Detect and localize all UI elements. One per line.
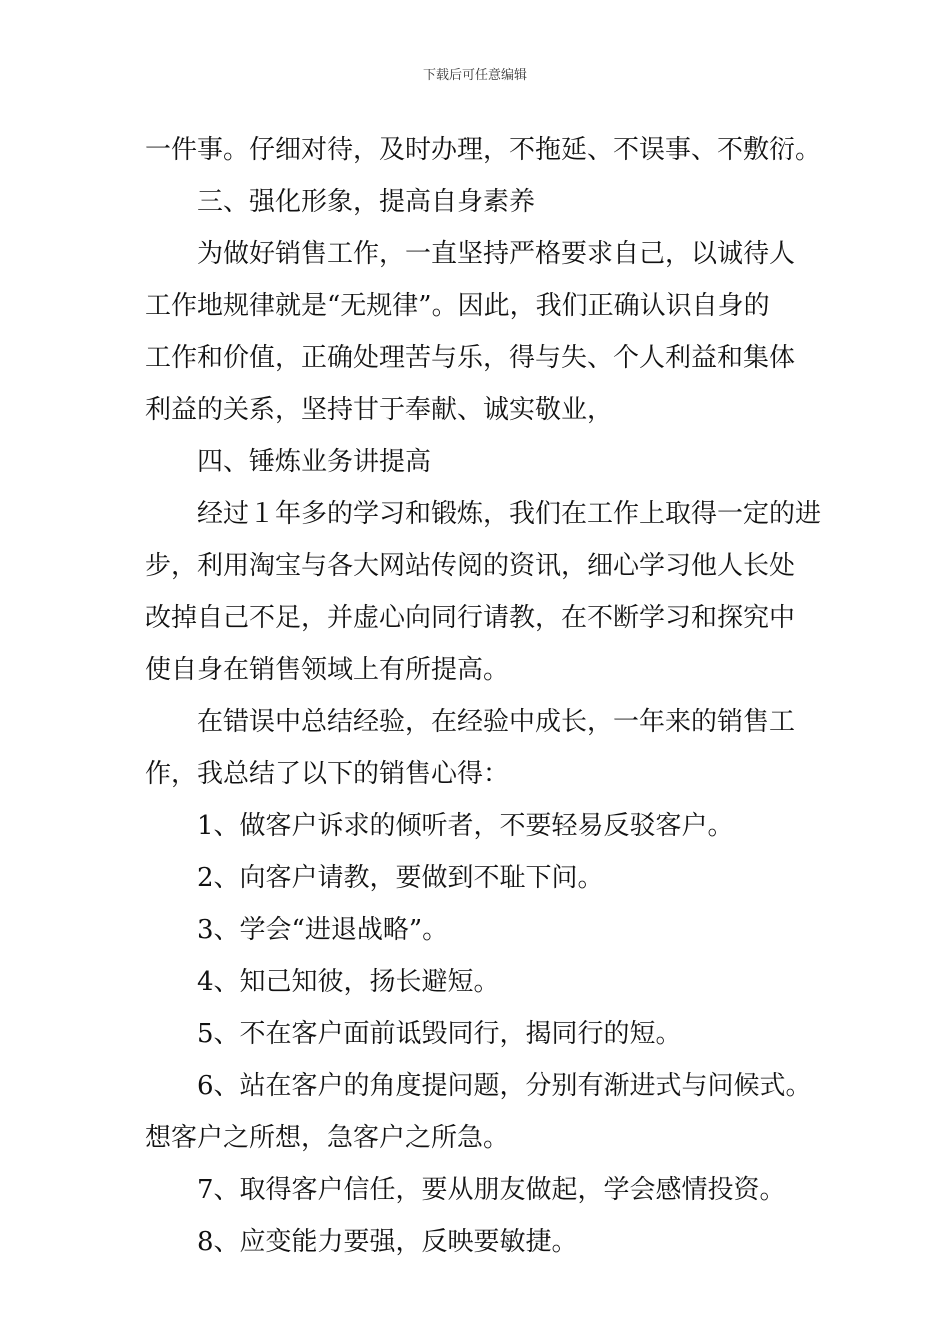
list-item-continuation: 想客户之所想，急客户之所急。 [145,1123,510,1153]
list-item: 2、向客户请教，要做到不耻下问。 [197,863,604,893]
list-item: 6、站在客户的角度提问题，分别有渐进式与问候式。 [197,1071,812,1101]
paragraph-line: 步，利用淘宝与各大网站传阅的资讯，细心学习他人长处 [145,551,796,581]
section-heading: 四、锤炼业务讲提高 [197,447,432,477]
list-item: 8、应变能力要强，反映要敏捷。 [197,1227,578,1257]
list-item: 4、知己知彼，扬长避短。 [197,967,500,997]
list-item: 1、做客户诉求的倾听者，不要轻易反驳客户。 [197,811,734,841]
paragraph-line: 改掉自己不足，并虚心向同行请教，在不断学习和探究中 [145,603,796,633]
section-heading: 三、强化形象，提高自身素养 [197,187,536,217]
paragraph-line: 在错误中总结经验，在经验中成长，一年来的销售工 [197,707,796,737]
document-body [145,124,822,1268]
paragraph-line: 为做好销售工作，一直坚持严格要求自己，以诚待人 [197,239,796,269]
header-note: 下载后可任意编辑 [422,68,527,83]
paragraph-line: 工作和价值，正确处理苦与乐，得与失、个人利益和集体 [145,343,796,373]
paragraph-line: 作，我总结了以下的销售心得： [145,759,510,789]
paragraph-line: 利益的关系，坚持甘于奉献、诚实敬业， [145,395,614,425]
paragraph-line: 工作地规律就是“无规律”。因此，我们正确认识自身的 [145,291,770,321]
list-item: 7、取得客户信任，要从朋友做起，学会感情投资。 [197,1175,786,1205]
paragraph-line: 使自身在销售领域上有所提高。 [145,655,510,685]
paragraph-line: 经过１年多的学习和锻炼，我们在工作上取得一定的进 [197,499,822,529]
paragraph-line: 一件事。仔细对待，及时办理，不拖延、不误事、不敷衍。 [145,135,822,165]
list-item: 3、学会“进退战略”。 [197,915,449,945]
list-item: 5、不在客户面前诋毁同行，揭同行的短。 [197,1019,682,1049]
